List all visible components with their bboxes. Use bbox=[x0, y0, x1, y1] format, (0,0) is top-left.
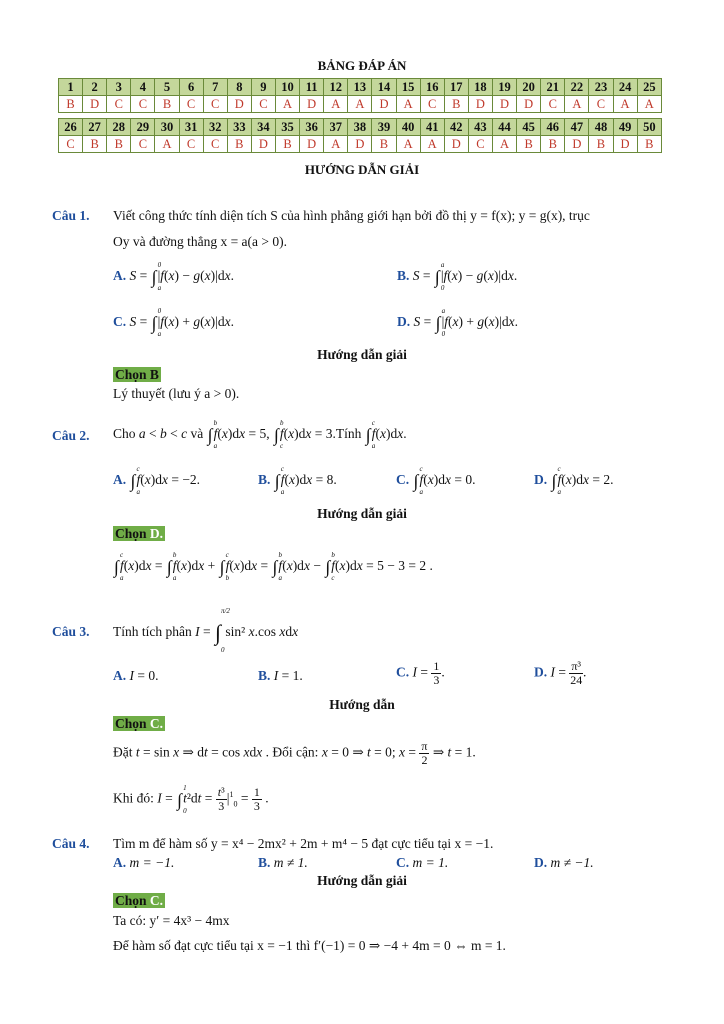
answer-letter-13: D bbox=[348, 136, 372, 153]
answer-num-22: 22 bbox=[565, 79, 589, 96]
answer-table-title: BẢNG ĐÁP ÁN bbox=[317, 58, 407, 73]
q4-guide: Hướng dẫn giải bbox=[317, 873, 407, 888]
answer-letter-12: A bbox=[324, 96, 348, 113]
answer-num-8: 33 bbox=[227, 119, 251, 136]
answer-letter-4: C bbox=[131, 96, 155, 113]
answer-table-1 bbox=[58, 78, 662, 113]
q2-answer: Chọn D. bbox=[115, 526, 164, 541]
q3-option-c: C. I = $\frac{1}{3}$ . bbox=[396, 659, 445, 687]
q1-label: Câu 1. bbox=[52, 208, 90, 223]
answer-num-12: 12 bbox=[324, 79, 348, 96]
q2-solution: ∫ c a f(x)dx = ∫ b a f(x)dx + ∫ c b f(x)dx = ∫ b a f(x)dx − ∫ b c f(x)dx = 5 − 3 = 2 . bbox=[114, 551, 433, 582]
q2-option-d: D. ∫ c a f(x)dx = 2. bbox=[534, 465, 614, 496]
q4-answer: Chọn C. bbox=[115, 893, 164, 908]
answer-letter-15: A bbox=[396, 96, 420, 113]
q1-guide: Hướng dẫn giải bbox=[317, 347, 407, 362]
answer-num-19: 44 bbox=[492, 119, 516, 136]
answer-letter-22: D bbox=[565, 136, 589, 153]
answer-letter-14: D bbox=[372, 96, 396, 113]
answer-letter-16: A bbox=[420, 136, 444, 153]
q2-guide: Hướng dẫn giải bbox=[317, 506, 407, 521]
answer-num-16: 16 bbox=[420, 79, 444, 96]
answer-letter-18: C bbox=[468, 136, 492, 153]
answer-num-14: 39 bbox=[372, 119, 396, 136]
q2-option-c: C. ∫ c a f(x)dx = 0. bbox=[396, 465, 476, 496]
q3-text: Tính tích phân I = ∫ π/2 0 sin² x.cos xdx bbox=[113, 607, 299, 654]
answer-letter-25: A bbox=[637, 96, 661, 113]
answer-letter-7: C bbox=[203, 136, 227, 153]
answer-letter-24: A bbox=[613, 96, 637, 113]
answer-num-1: 1 bbox=[59, 79, 83, 96]
q3-option-b: B. I = 1. bbox=[258, 668, 303, 683]
answer-letter-12: A bbox=[324, 136, 348, 153]
q4-line2: Để hàm số đạt cực tiểu tại x = −1 thì f′(−1) = 0 ⇒ −4 + 4m = 0 ⇔ m = 1. bbox=[113, 938, 506, 953]
guide-title: HƯỚNG DẪN GIẢI bbox=[304, 162, 420, 177]
answer-num-8: 8 bbox=[227, 79, 251, 96]
answer-letter-23: B bbox=[589, 136, 613, 153]
answer-num-20: 45 bbox=[517, 119, 541, 136]
answer-num-15: 40 bbox=[396, 119, 420, 136]
q4-line1: Ta có: y′ = 4x³ − 4mx bbox=[113, 913, 230, 928]
q3-step2: Khi đó: I = ∫ 1 0 t²dt = $\frac{\text{t³}}{3}$ $|^1_0$ = $\frac{1}{3}$ . bbox=[113, 783, 269, 815]
answer-num-5: 30 bbox=[155, 119, 179, 136]
q3-option-a: A. I = 0. bbox=[113, 668, 159, 683]
answer-letter-6: C bbox=[179, 136, 203, 153]
q3-answer: Chọn C. bbox=[115, 716, 164, 731]
answer-letter-5: B bbox=[155, 96, 179, 113]
q4-option-c: C. m = 1. bbox=[396, 855, 449, 870]
answer-letter-22: A bbox=[565, 96, 589, 113]
answer-num-3: 28 bbox=[107, 119, 131, 136]
answer-num-13: 38 bbox=[348, 119, 372, 136]
q1-text2: Oy và đường thẳng x = a(a > 0). bbox=[113, 234, 288, 249]
q2-label: Câu 2. bbox=[52, 428, 90, 443]
answer-num-25: 25 bbox=[637, 79, 661, 96]
answer-letter-20: B bbox=[517, 136, 541, 153]
answer-letter-3: B bbox=[107, 136, 131, 153]
answer-letter-13: A bbox=[348, 96, 372, 113]
answer-letter-19: D bbox=[492, 96, 516, 113]
q4-text: Tìm m để hàm số y = x⁴ − 2mx² + 2m + m⁴ − 5 đạt cực tiểu tại x = −1. bbox=[113, 836, 494, 851]
answer-letter-1: B bbox=[59, 96, 83, 113]
answer-letter-24: D bbox=[613, 136, 637, 153]
answer-num-6: 31 bbox=[179, 119, 203, 136]
answer-num-25: 50 bbox=[637, 119, 661, 136]
q4-option-d: D. m ≠ −1. bbox=[534, 855, 594, 870]
answer-num-13: 13 bbox=[348, 79, 372, 96]
answer-num-21: 21 bbox=[541, 79, 565, 96]
answer-table-2 bbox=[58, 118, 662, 153]
q1-answer: Chọn B bbox=[115, 367, 159, 382]
answer-letter-1: C bbox=[59, 136, 83, 153]
answer-letter-7: C bbox=[203, 96, 227, 113]
q1-option-c: C. S = ∫ 0 a |f(x) + g(x)|dx. bbox=[113, 307, 234, 338]
answer-num-1: 26 bbox=[59, 119, 83, 136]
answer-letter-18: D bbox=[468, 96, 492, 113]
answer-letter-14: B bbox=[372, 136, 396, 153]
answer-num-4: 29 bbox=[131, 119, 155, 136]
answer-letter-21: C bbox=[541, 96, 565, 113]
q1-note: Lý thuyết (lưu ý a > 0). bbox=[113, 386, 240, 401]
answer-letter-10: A bbox=[275, 96, 299, 113]
answer-letter-5: A bbox=[155, 136, 179, 153]
answer-letter-17: B bbox=[444, 96, 468, 113]
answer-num-5: 5 bbox=[155, 79, 179, 96]
answer-num-24: 24 bbox=[613, 79, 637, 96]
answer-num-9: 34 bbox=[251, 119, 275, 136]
answer-num-23: 23 bbox=[589, 79, 613, 96]
q2-text: Cho a < b < c và ∫ b a f(x)dx = 5, ∫ b c f(x)dx = 3.Tính ∫ c a f(x)dx. bbox=[113, 419, 407, 450]
answer-num-16: 41 bbox=[420, 119, 444, 136]
q1-text: Viết công thức tính diện tích S của hình phẳng giới hạn bởi đồ thị y = f(x); y = g(x), trục bbox=[113, 208, 590, 223]
answer-num-7: 7 bbox=[203, 79, 227, 96]
answer-letter-6: C bbox=[179, 96, 203, 113]
q4-option-a: A. m = −1. bbox=[113, 855, 175, 870]
answer-letter-9: C bbox=[251, 96, 275, 113]
answer-num-20: 20 bbox=[517, 79, 541, 96]
answer-num-10: 35 bbox=[275, 119, 299, 136]
answer-num-3: 3 bbox=[107, 79, 131, 96]
answer-letter-3: C bbox=[107, 96, 131, 113]
answer-letter-4: C bbox=[131, 136, 155, 153]
answer-letter-11: D bbox=[300, 136, 324, 153]
answer-num-11: 11 bbox=[300, 79, 324, 96]
q3-option-d: D. I = $\frac{\text{π³}}{24}$ . bbox=[534, 659, 587, 687]
answer-letter-10: B bbox=[275, 136, 299, 153]
answer-letter-2: D bbox=[83, 96, 107, 113]
answer-letter-9: D bbox=[251, 136, 275, 153]
answer-num-2: 2 bbox=[83, 79, 107, 96]
answer-num-2: 27 bbox=[83, 119, 107, 136]
answer-letter-23: C bbox=[589, 96, 613, 113]
answer-num-24: 49 bbox=[613, 119, 637, 136]
q1-option-d: D. S = ∫ a 0 |f(x) + g(x)|dx. bbox=[397, 307, 518, 338]
q2-option-b: B. ∫ c a f(x)dx = 8. bbox=[258, 465, 337, 496]
answer-letter-20: D bbox=[517, 96, 541, 113]
answer-num-14: 14 bbox=[372, 79, 396, 96]
q4-option-b: B. m ≠ 1. bbox=[258, 855, 308, 870]
answer-num-4: 4 bbox=[131, 79, 155, 96]
answer-letter-11: D bbox=[300, 96, 324, 113]
q1-option-a: A. S = ∫ 0 a |f(x) − g(x)|dx. bbox=[113, 261, 234, 292]
q3-label: Câu 3. bbox=[52, 624, 90, 639]
q1-option-b: B. S = ∫ a 0 |f(x) − g(x)|dx. bbox=[397, 261, 518, 292]
q3-guide: Hướng dẫn bbox=[329, 697, 395, 712]
answer-num-18: 43 bbox=[468, 119, 492, 136]
answer-letter-25: B bbox=[637, 136, 661, 153]
answer-letter-8: D bbox=[227, 96, 251, 113]
answer-num-17: 42 bbox=[444, 119, 468, 136]
answer-num-17: 17 bbox=[444, 79, 468, 96]
answer-num-9: 9 bbox=[251, 79, 275, 96]
answer-letter-19: A bbox=[492, 136, 516, 153]
answer-num-12: 37 bbox=[324, 119, 348, 136]
answer-letter-21: B bbox=[541, 136, 565, 153]
answer-letter-17: D bbox=[444, 136, 468, 153]
answer-letter-2: B bbox=[83, 136, 107, 153]
answer-num-19: 19 bbox=[492, 79, 516, 96]
answer-letter-8: B bbox=[227, 136, 251, 153]
answer-letter-16: C bbox=[420, 96, 444, 113]
answer-num-10: 10 bbox=[275, 79, 299, 96]
answer-num-6: 6 bbox=[179, 79, 203, 96]
q2-option-a: A. ∫ c a f(x)dx = −2. bbox=[113, 465, 201, 496]
answer-letter-15: A bbox=[396, 136, 420, 153]
answer-num-11: 36 bbox=[300, 119, 324, 136]
answer-num-18: 18 bbox=[468, 79, 492, 96]
answer-num-21: 46 bbox=[541, 119, 565, 136]
answer-num-23: 48 bbox=[589, 119, 613, 136]
q3-step1: Đặt t = sin x ⇒ dt = cos xdx . Đổi cận: x = 0 ⇒ t = 0; x = $\frac{\pi}{2}$ ⇒ t = 1. bbox=[113, 739, 476, 767]
answer-num-22: 47 bbox=[565, 119, 589, 136]
q4-label: Câu 4. bbox=[52, 836, 90, 851]
answer-num-7: 32 bbox=[203, 119, 227, 136]
answer-num-15: 15 bbox=[396, 79, 420, 96]
